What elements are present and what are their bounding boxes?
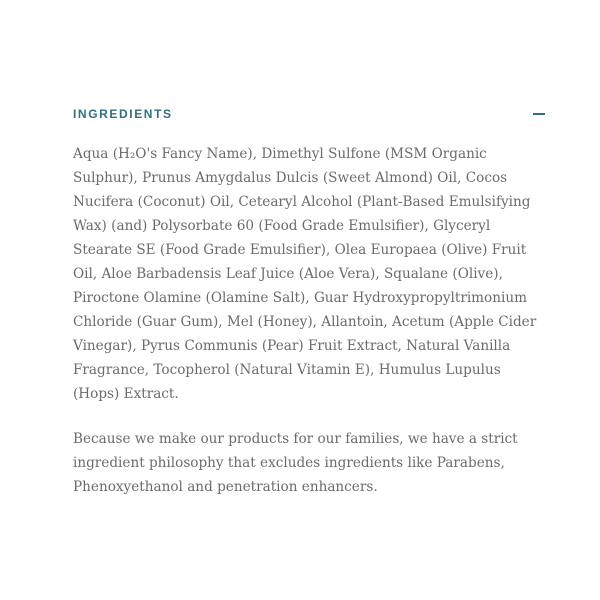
accordion-header[interactable] bbox=[73, 100, 549, 128]
ingredients-list-text: Aqua (H₂O's Fancy Name), Dimethyl Sulfone (MSM Organic Sulphur), Prunus Amygdalus Dulcis (Sweet Almond) Oil, Cocos Nucifera (Coconut) Oil, Cetearyl Alcohol (Plant-Based Emulsifying Wax) (and) Polysorbate 60 (Food Grade Emulsifier), Glyceryl Stearate SE (Food Grade Emulsifier), Olea Europaea (Olive) Fruit Oil, Aloe Barbadensis Leaf Juice (Aloe Vera), Squalane (Olive), Piroctone Olamine (Olamine Salt), Guar Hydroxypropyltrimonium Chloride (Guar Gum), Mel (Honey), Allantoin, Acetum (Apple Cider Vinegar), Pyrus Communis (Pear) Fruit Extract, Natural Vanilla Fragrance, Tocopherol (Natural Vitamin E), Humulus Lupulus (Hops) Extract. bbox=[73, 146, 537, 402]
accordion-title: INGREDIENTS bbox=[73, 107, 173, 121]
minus-icon[interactable] bbox=[533, 108, 545, 120]
accordion-body bbox=[73, 142, 541, 499]
ingredients-accordion bbox=[73, 100, 549, 520]
ingredient-philosophy-text: Because we make our products for our families, we have a strict ingredient philosophy that excludes ingredients like Parabens, Phenoxyethanol and penetration enhancers. bbox=[73, 431, 518, 495]
